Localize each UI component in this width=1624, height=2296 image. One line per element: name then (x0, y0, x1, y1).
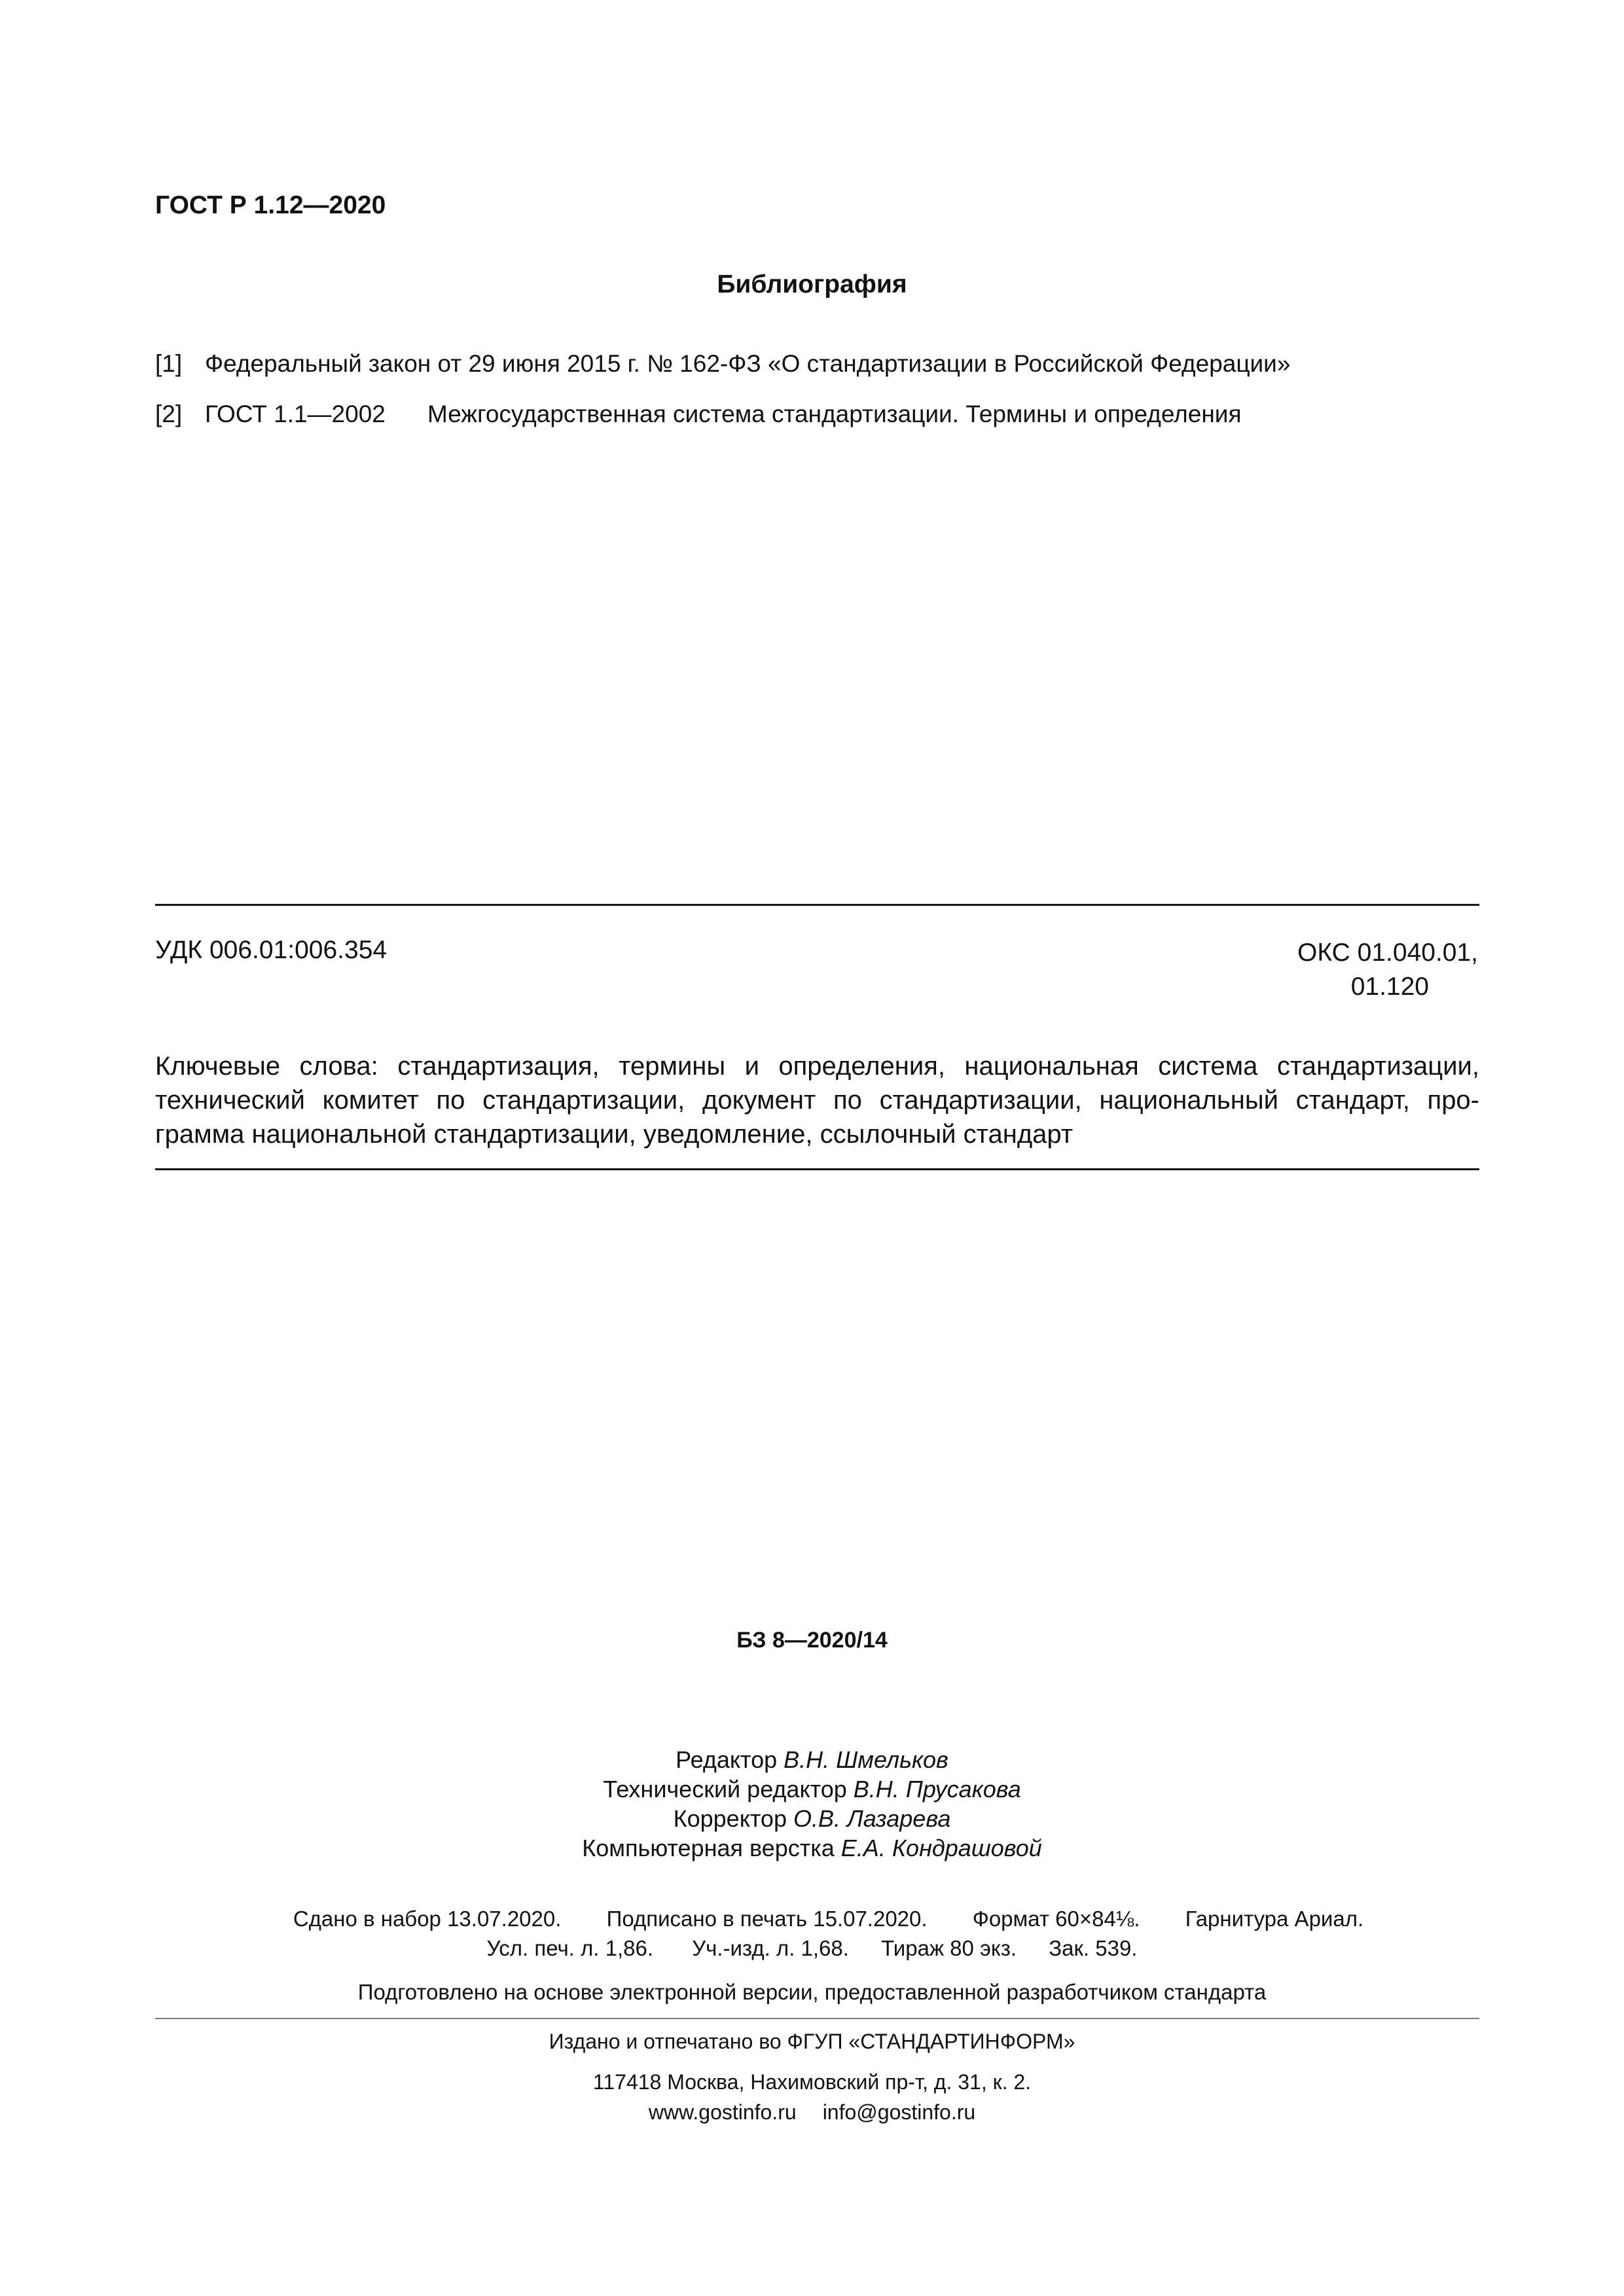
bibliography-title: Библиография (717, 270, 907, 298)
credit-layout (0, 1833, 1624, 1863)
credit-corrector (0, 1804, 1624, 1833)
imprint-print-sheets: Усл. печ. л. 1,86. (486, 1936, 654, 1960)
publisher-block (0, 2026, 1624, 2127)
keywords-line-1: Ключевые слова: стандартизация, термины и определения, национальная система стандартизации, (155, 1052, 1479, 1081)
imprint-format: Формат 60×84⅛. (972, 1907, 1140, 1931)
bz-code: БЗ 8—2020/14 (736, 1628, 888, 1653)
keywords-line-3: грамма национальной стандартизации, уведомление, ссылочный стандарт (155, 1120, 1074, 1149)
imprint-signed: Подписано в печать 15.07.2020. (606, 1907, 928, 1931)
tech-editor-label: Технический редактор (603, 1776, 847, 1803)
imprint-pub-sheets: Уч.-изд. л. 1,68. (692, 1936, 849, 1960)
corrector-name: О.В. Лазарева (793, 1805, 951, 1832)
layout-label: Компьютерная верстка (582, 1835, 835, 1861)
publisher-contacts (0, 2097, 1624, 2127)
imprint-typeset: Сдано в набор 13.07.2020. (293, 1907, 562, 1931)
layout-name: Е.А. Кондрашовой (840, 1835, 1042, 1861)
keywords-paragraph (155, 1049, 1479, 1151)
oks-code-line-1: ОКС 01.040.01, (1297, 939, 1478, 967)
publisher-website: www.gostinfo.ru (648, 2100, 797, 2124)
imprint-font: Гарнитура Ариал. (1185, 1907, 1364, 1931)
classification-bottom-rule (155, 1168, 1479, 1170)
publisher-name: Издано и отпечатано во ФГУП «СТАНДАРТИНФОРМ» (549, 2030, 1075, 2053)
credit-editor (0, 1745, 1624, 1774)
bibliography-entry-1-text: Федеральный закон от 29 июня 2015 г. № 162-ФЗ «О стандартизации в Российской Федерации» (205, 350, 1291, 377)
classification-top-rule (155, 904, 1479, 906)
bibliography-entry-2-number: [2] (155, 401, 183, 427)
publisher-email: info@gostinfo.ru (822, 2100, 976, 2124)
bibliography-entry-2-text: Межгосударственная система стандартизации. Термины и определения (427, 401, 1242, 427)
publisher-address: 117418 Москва, Нахимовский пр-т, д. 31, к. 2. (592, 2070, 1032, 2094)
oks-code-line-2: 01.120 (1350, 973, 1429, 1001)
imprint-order: Зак. 539. (1049, 1936, 1138, 1960)
credits-block (0, 1745, 1624, 1863)
oks-codes (1297, 936, 1478, 1004)
editor-name: В.Н. Шмельков (784, 1746, 948, 1773)
credit-tech-editor (0, 1774, 1624, 1804)
prepared-note: Подготовлено на основе электронной версии, предоставленной разработчиком стандарта (357, 1980, 1267, 2004)
bibliography-entry-1-number: [1] (155, 350, 183, 377)
keywords-line-2: технический комитет по стандартизации, документ по стандартизации, национальный стандарт, про- (155, 1086, 1479, 1115)
imprint-line-2 (0, 1936, 1624, 1961)
tech-editor-name: В.Н. Прусакова (853, 1776, 1021, 1803)
udc-code: УДК 006.01:006.354 (155, 936, 388, 964)
publisher-rule (155, 2018, 1479, 2019)
imprint-line-1 (0, 1907, 1624, 1931)
document-code: ГОСТ Р 1.12—2020 (155, 191, 386, 219)
editor-label: Редактор (676, 1746, 778, 1773)
bibliography-entry-2-code: ГОСТ 1.1—2002 (205, 401, 386, 427)
corrector-label: Корректор (673, 1805, 787, 1832)
imprint-circulation: Тираж 80 экз. (881, 1936, 1017, 1960)
